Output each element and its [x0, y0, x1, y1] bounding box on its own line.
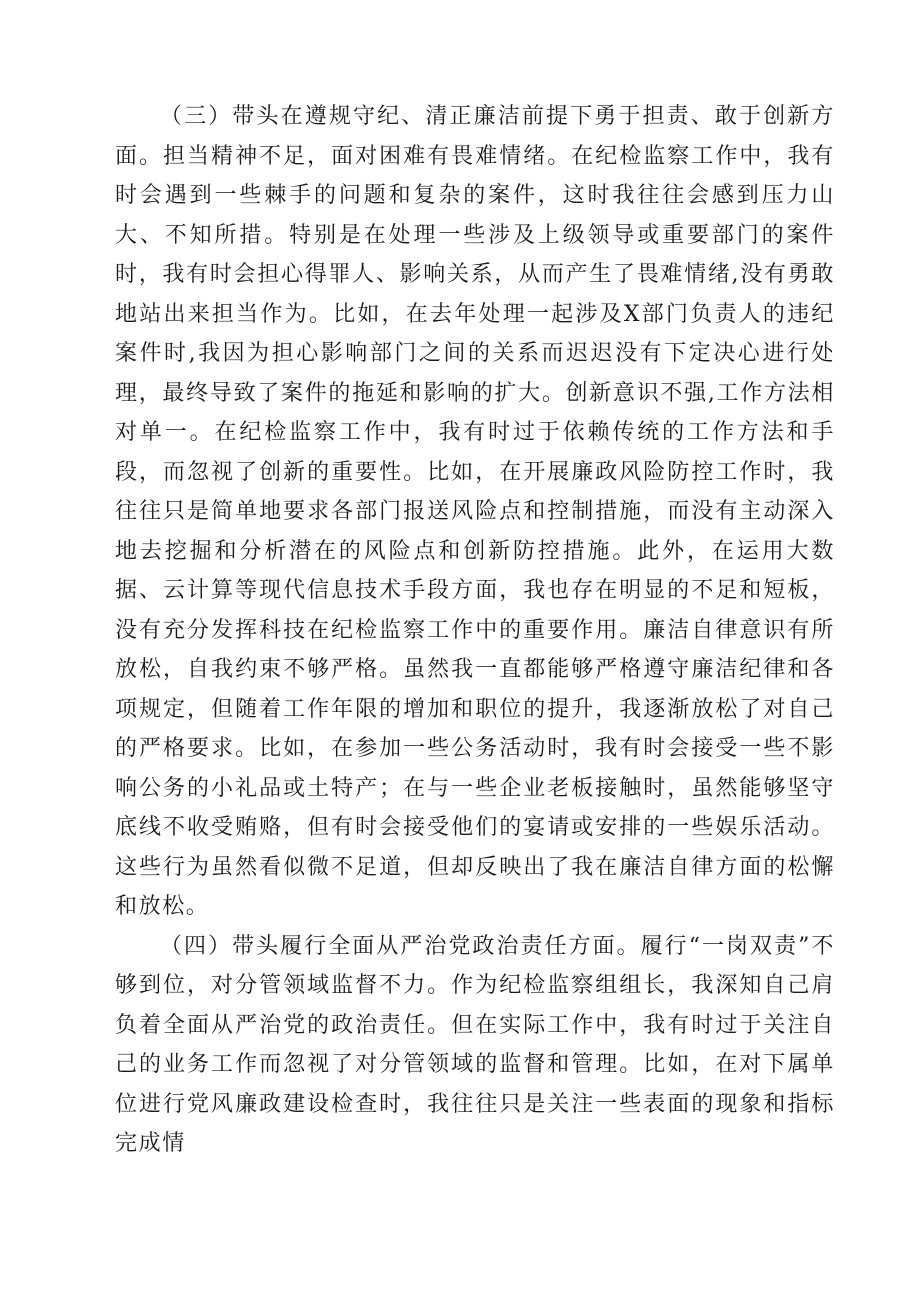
document-body — [115, 97, 835, 1164]
paragraph-section-4: （四）带头履行全面从严治党政治责任方面。履行“一岗双责”不够到位，对分管领域监督不力。作为纪检监察组组长，我深知自己肩负着全面从严治党的政治责任。但在实际工作中，我有时过于关注自己的业务工作而忽视了对分管领域的监督和管理。比如，在对下属单位进行党风廉政建设检查时，我往往只是关注一些表面的现象和指标完成情 — [115, 933, 835, 1156]
paragraph-section-3: （三）带头在遵规守纪、清正廉洁前提下勇于担责、敢于创新方面。担当精神不足，面对困难有畏难情绪。在纪检监察工作中，我有时会遇到一些棘手的问题和复杂的案件，这时我往往会感到压力山大、不知所措。特别是在处理一些涉及上级领导或重要部门的案件时，我有时会担心得罪人、影响关系，从而产生了畏难情绪,没有勇敢地站出来担当作为。比如，在去年处理一起涉及X部门负责人的违纪案件时,我因为担心影响部门之间的关系而迟迟没有下定决心进行处理，最终导致了案件的拖延和影响的扩大。创新意识不强,工作方法相对单一。在纪检监察工作中，我有时过于依赖传统的工作方法和手段，而忽视了创新的重要性。比如，在开展廉政风险防控工作时，我往往只是简单地要求各部门报送风险点和控制措施，而没有主动深入地去挖掘和分析潜在的风险点和创新防控措施。此外，在运用大数据、云计算等现代信息技术手段方面，我也存在明显的不足和短板，没有充分发挥科技在纪检监察工作中的重要作用。廉洁自律意识有所放松，自我约束不够严格。虽然我一直都能够严格遵守廉洁纪律和各项规定，但随着工作年限的增加和职位的提升，我逐渐放松了对自己的严格要求。比如，在参加一些公务活动时，我有时会接受一些不影响公务的小礼品或土特产；在与一些企业老板接触时，虽然能够坚守底线不收受贿赂，但有时会接受他们的宴请或安排的一些娱乐活动。这些行为虽然看似微不足道，但却反映出了我在廉洁自律方面的松懈和放松。 — [115, 104, 835, 919]
